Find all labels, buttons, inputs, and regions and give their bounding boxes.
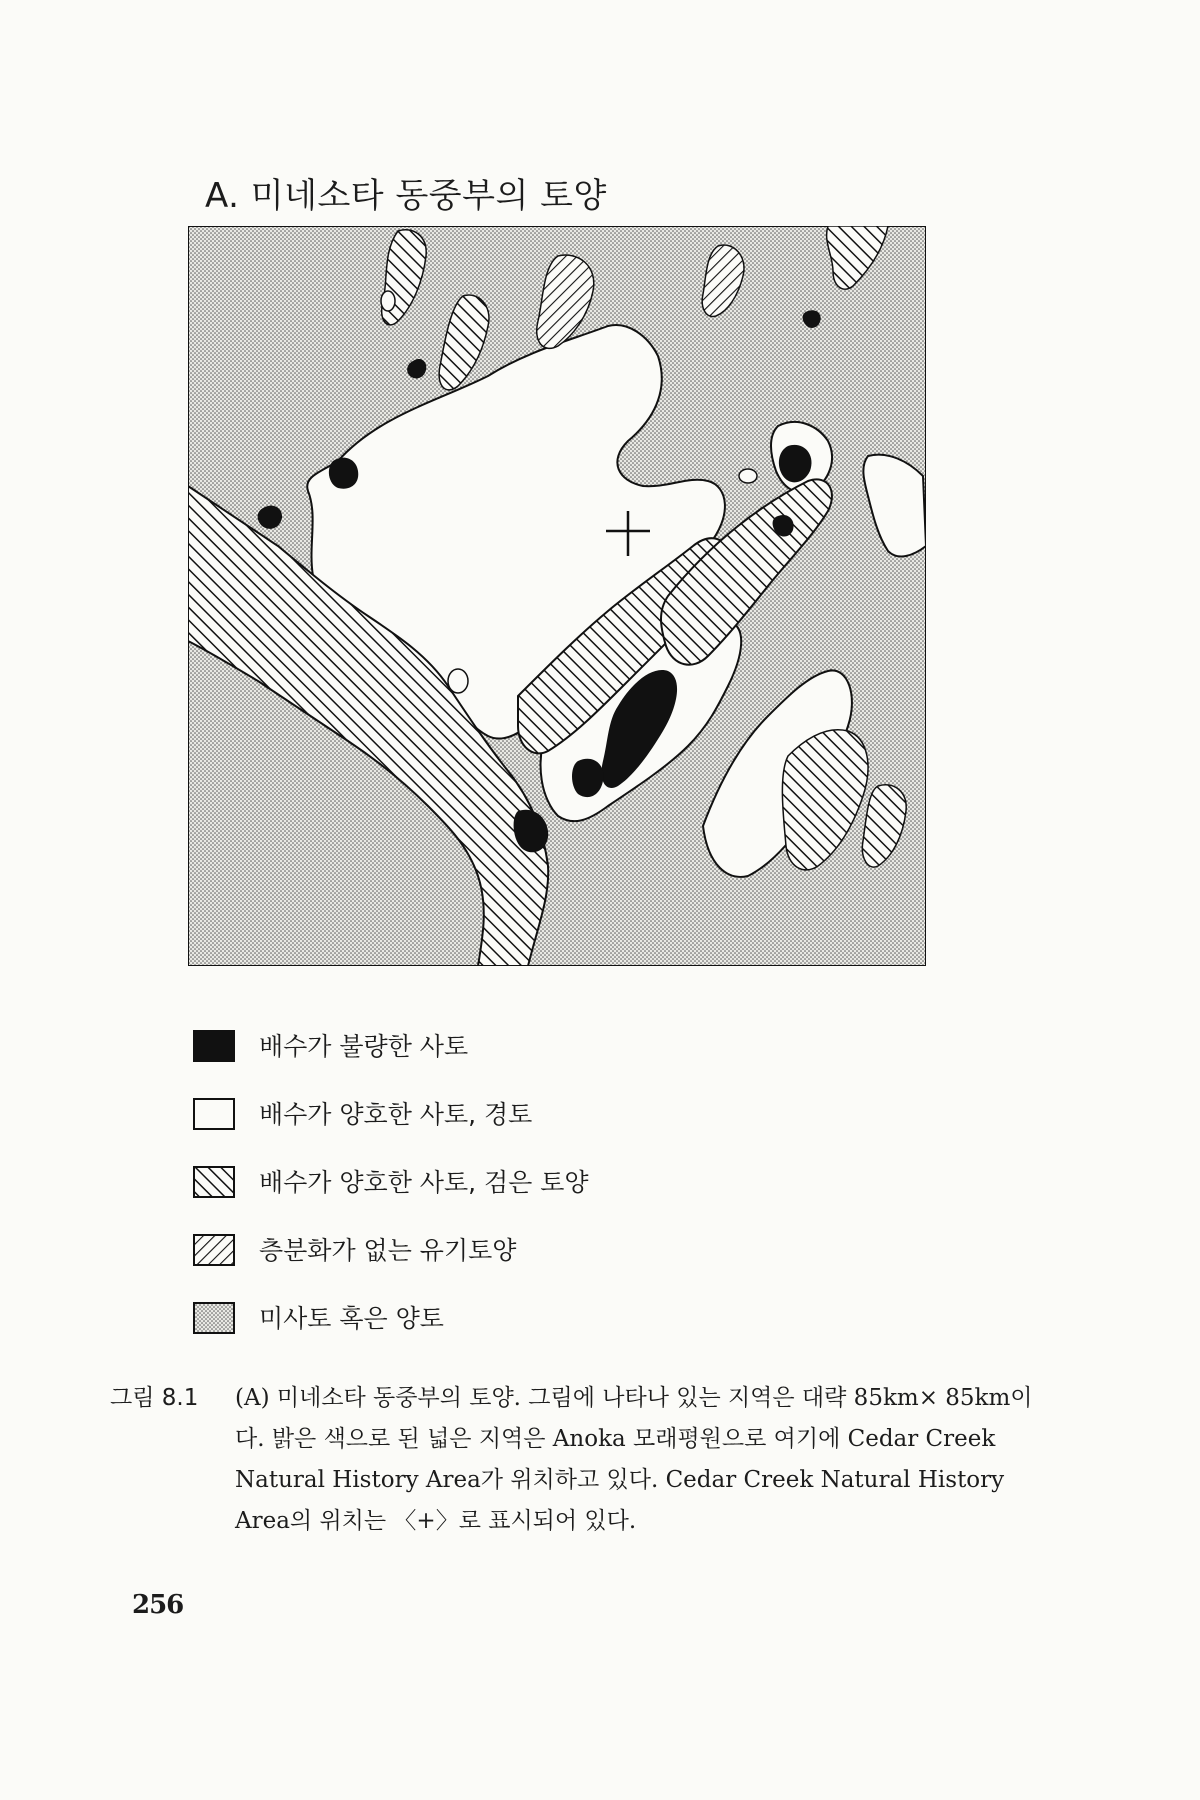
legend-label: 배수가 양호한 사토, 검은 토양 [259,1168,589,1197]
map-title: A. 미네소타 동중부의 토양 [205,176,607,216]
caption-label: 그림 8.1 [110,1385,199,1411]
legend-label: 배수가 불량한 사토 [259,1032,469,1061]
lake-3 [381,291,395,311]
legend-swatch-stipple [193,1302,235,1334]
soil-map [188,226,926,966]
lake-2 [739,469,757,483]
legend-item-well-drained-sand [193,1098,793,1138]
legend-swatch-back-diagonal [193,1234,235,1266]
legend-item-well-drained-dark-soil [193,1166,793,1206]
legend-swatch-diagonal [193,1166,235,1198]
legend-item-silt-loam [193,1302,793,1342]
poorly-drained-1 [329,458,358,489]
legend-label: 배수가 양호한 사토, 경토 [259,1100,533,1129]
legend-swatch-solid [193,1030,235,1062]
legend-swatch-white [193,1098,235,1130]
legend-label: 미사토 혹은 양토 [259,1304,444,1333]
legend-label: 층분화가 없는 유기토양 [259,1236,517,1265]
legend-item-organic-soil [193,1234,793,1274]
page-number: 256 [132,1590,184,1620]
caption-text: (A) 미네소타 동중부의 토양. 그림에 나타나 있는 지역은 대략 85km× 85km이다. 밝은 색으로 된 넓은 지역은 Anoka 모래평원으로 여기에 Cedar Creek Natural History Area가 위치하고 있다. Cedar Creek Natural History Area의 위치는 〈+〉로 표시되어 있다. [235,1385,1033,1534]
lake-1 [448,669,468,693]
legend-item-poorly-drained-sand [193,1030,793,1070]
